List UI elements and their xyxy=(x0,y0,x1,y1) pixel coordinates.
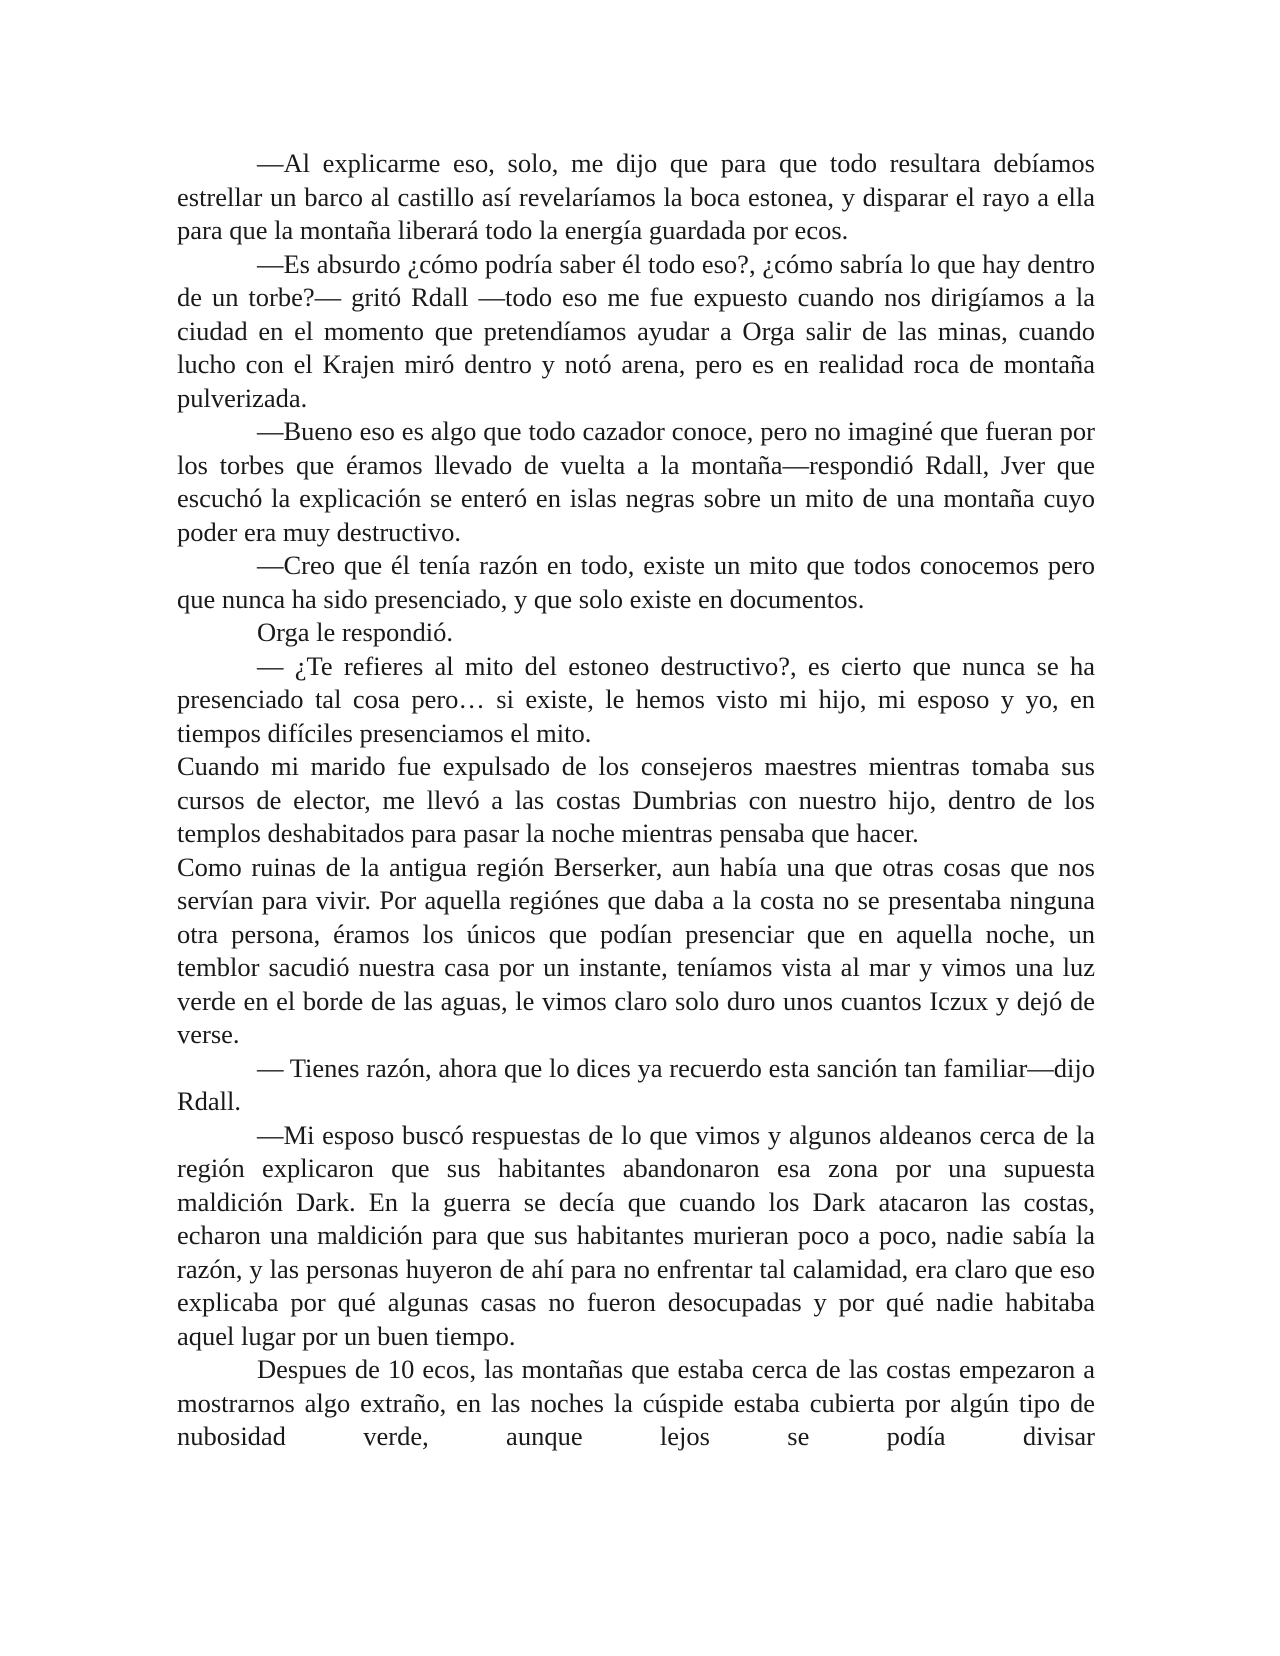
paragraph-2: —Es absurdo ¿cómo podría saber él todo eso?, ¿cómo sabría lo que hay dentro de un torbe?— gritó Rdall —todo eso me fue expuesto cuando nos dirigíamos a la ciudad en el momento que pretendíamos ayudar a Orga salir de las minas, cuando lucho con el Krajen miró dentro y notó arena, pero es en realidad roca de montaña pulverizada. xyxy=(177,248,1095,413)
paragraph-6: — ¿Te refieres al mito del estoneo destructivo?, es cierto que nunca se ha presenciado tal cosa pero… si existe, le hemos visto mi hijo, mi esposo y yo, en tiempos difíciles presenciamos el mito. xyxy=(177,650,1095,748)
paragraph-3: —Bueno eso es algo que todo cazador conoce, pero no imaginé que fueran por los torbes que éramos llevado de vuelta a la montaña—respondió Rdall, Jver que escuchó la explicación se enteró en islas negras sobre un mito de una montaña cuyo poder era muy destructivo. xyxy=(177,416,1095,547)
paragraph-5: Orga le respondió. xyxy=(257,617,454,647)
paragraph-7: Cuando mi marido fue expulsado de los consejeros maestres mientras tomaba sus cursos de elector, me llevó a las costas Dumbrias con nuestro hijo, dentro de los templos deshabitados para pasar la noche mientras pensaba que hacer. xyxy=(177,751,1095,848)
paragraph-1: —Al explicarme eso, solo, me dijo que para que todo resultara debíamos estrellar un barco al castillo así revelaríamos la boca estonea, y disparar el rayo a ella para que la montaña liberará todo la energía guardada por ecos. xyxy=(177,148,1095,245)
paragraph-9: — Tienes razón, ahora que lo dices ya recuerdo esta sanción tan familiar—dijo Rdall. xyxy=(177,1052,1095,1116)
paragraph-4: —Creo que él tenía razón en todo, existe un mito que todos conocemos pero que nunca ha sido presenciado, y que solo existe en documentos. xyxy=(177,550,1095,614)
document-page xyxy=(177,147,1095,1454)
paragraph-11: Despues de 10 ecos, las montañas que estaba cerca de las costas empezaron a mostrarnos algo extraño, en las noches la cúspide estaba cubierta por algún tipo de nubosidad verde, aunque lejos se podía divisar xyxy=(177,1354,1095,1451)
paragraph-8: Como ruinas de la antigua región Berserker, aun había una que otras cosas que nos servían para vivir. Por aquella regiónes que daba a la costa no se presentaba ninguna otra persona, éramos los únicos que podían presenciar que en aquella noche, un temblor sacudió nuestra casa por un instante, teníamos vista al mar y vimos una luz verde en el borde de las aguas, le vimos claro solo duro unos cuantos Iczux y dejó de verse. xyxy=(177,851,1095,1049)
paragraph-10: —Mi esposo buscó respuestas de lo que vimos y algunos aldeanos cerca de la región explicaron que sus habitantes abandonaron esa zona por una supuesta maldición Dark. En la guerra se decía que cuando los Dark atacaron las costas, echaron una maldición para que sus habitantes murieran poco a poco, nadie sabía la razón, y las personas huyeron de ahí para no enfrentar tal calamidad, era claro que eso explicaba por qué algunas casas no fueron desocupadas y por qué nadie habitaba aquel lugar por un buen tiempo. xyxy=(177,1119,1095,1351)
